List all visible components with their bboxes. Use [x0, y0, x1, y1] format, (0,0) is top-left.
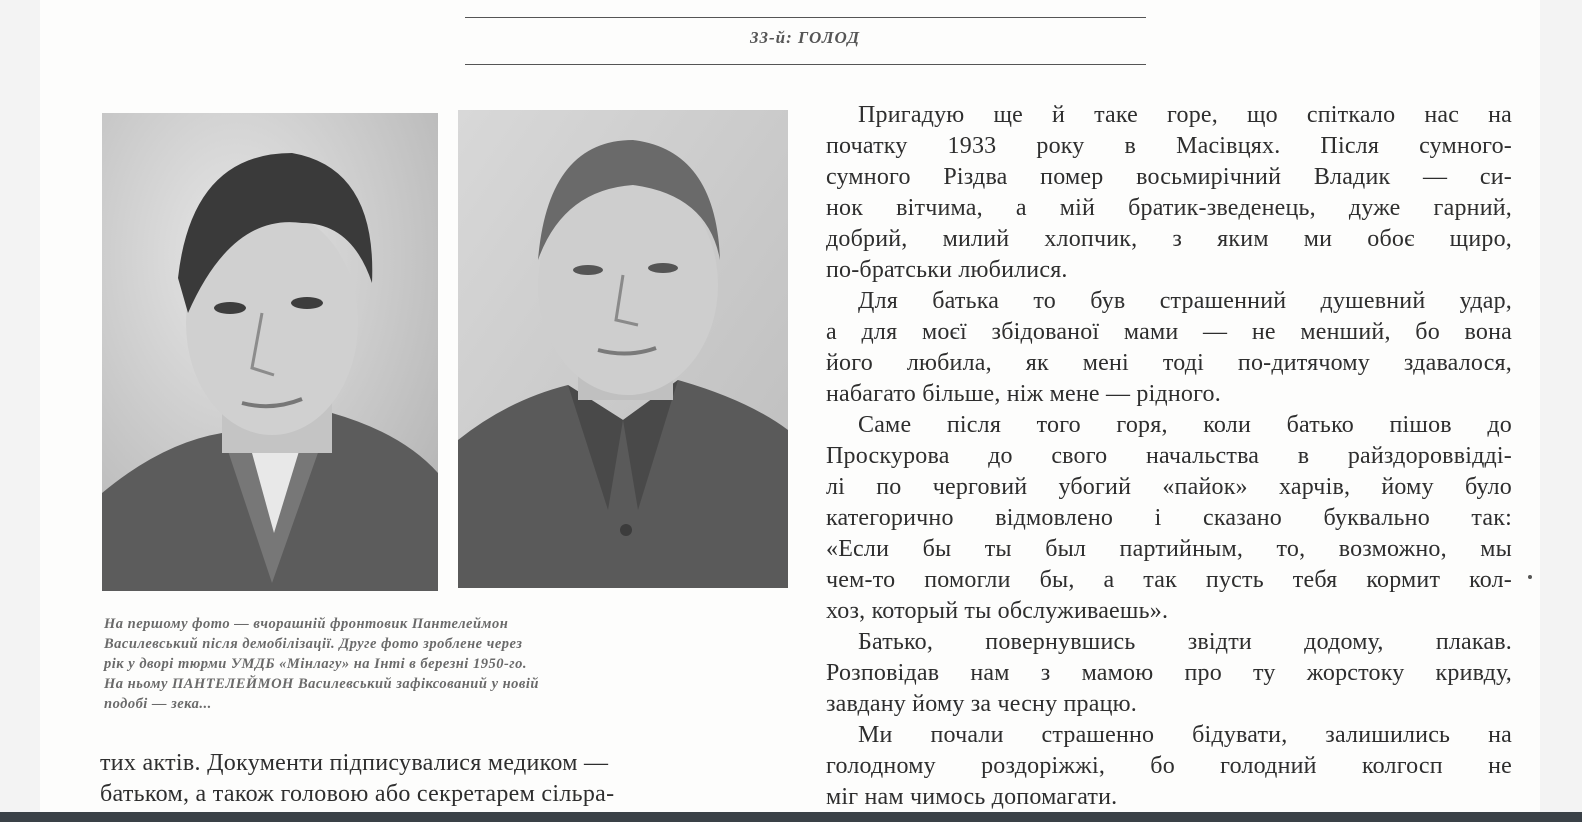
text-line: категорично відмовлено і сказано буквально так:	[826, 505, 1512, 531]
portrait-photo-icon	[102, 113, 438, 591]
text-line: набагато більше, ніж мене — рідного.	[826, 381, 1221, 407]
caption-line: Василевський після демобілізації. Друге фото зроблене через	[104, 636, 523, 652]
left-column-text	[100, 748, 790, 810]
portrait-photo-1	[102, 113, 438, 591]
photo-caption	[104, 614, 784, 714]
text-line: сумного Різдва помер восьмирічний Владик — си-	[826, 164, 1512, 190]
text-line: «Если бы ты был партийным, то, возможно, мы	[826, 536, 1512, 562]
text-line: тих актів. Документи підписувалися медиком —	[100, 750, 609, 776]
text-line: Саме після того горя, коли батько пішов до	[858, 412, 1512, 438]
text-line: початку 1933 року в Масівцях. Після сумного-	[826, 133, 1512, 159]
text-line: Для батька то був страшенний душевний удар,	[858, 288, 1512, 314]
bottom-bar	[0, 812, 1582, 822]
text-line: Проскурова до свого начальства в райздороввідді-	[826, 443, 1512, 469]
caption-line: На першому фото — вчорашній фронтовик Пантелеймон	[104, 616, 509, 632]
text-line: хоз, который ты обслуживаешь».	[826, 598, 1169, 624]
paragraph	[826, 410, 1512, 627]
text-line: голодному роздоріжжі, бо голодний колгосп не	[826, 753, 1512, 779]
text-line: Батько, повернувшись звідти додому, плакав.	[858, 629, 1512, 655]
text-line: Пригадую ще й таке горе, що спіткало нас на	[858, 102, 1512, 128]
running-header: 33-й: ГОЛОД	[749, 28, 861, 47]
text-line: нок вітчима, а мій братик-зведенець, дуже гарний,	[826, 195, 1512, 221]
text-line: Розповідав нам з мамою про ту жорстоку кривду,	[826, 660, 1512, 686]
paragraph	[826, 720, 1512, 812]
caption-line: рік у дворі тюрми УМДБ «Мінлагу» на Інті в березні 1950-го.	[104, 656, 527, 672]
header-rule-top	[465, 17, 1146, 18]
text-line: його любила, як мені тоді по-дитячому здавалося,	[826, 350, 1512, 376]
text-line: Ми почали страшенно бідувати, залишились на	[858, 722, 1512, 748]
text-line: по-братськи любилися.	[826, 257, 1068, 283]
text-line: завдану йому за чесну працю.	[826, 691, 1137, 717]
text-line: лі по черговий убогий «пайок» харчів, йому було	[826, 474, 1512, 500]
text-line: добрий, милий хлопчик, з яким ми обоє щиро,	[826, 226, 1512, 252]
portrait-photo-2	[458, 110, 788, 588]
right-column-text	[826, 100, 1512, 812]
text-line: батьком, а також головою або секретарем сільра-	[100, 781, 615, 807]
caption-line: подобі — зека...	[104, 696, 212, 712]
paragraph	[826, 627, 1512, 720]
scanned-page	[40, 0, 1540, 812]
scan-speck	[1528, 575, 1532, 579]
portrait-photo-icon	[458, 110, 788, 588]
text-line: чем-то помогли бы, а так пусть тебя кормит кол-	[826, 567, 1512, 593]
paragraph	[826, 286, 1512, 410]
text-line: міг нам чимось допомагати.	[826, 784, 1118, 810]
caption-line: На ньому ПАНТЕЛЕЙМОН Василевський зафіксований у новій	[104, 676, 539, 692]
text-line: а для моєї збідованої мами — не менший, бо вона	[826, 319, 1512, 345]
paragraph	[826, 100, 1512, 286]
header-rule-bottom	[465, 64, 1146, 65]
